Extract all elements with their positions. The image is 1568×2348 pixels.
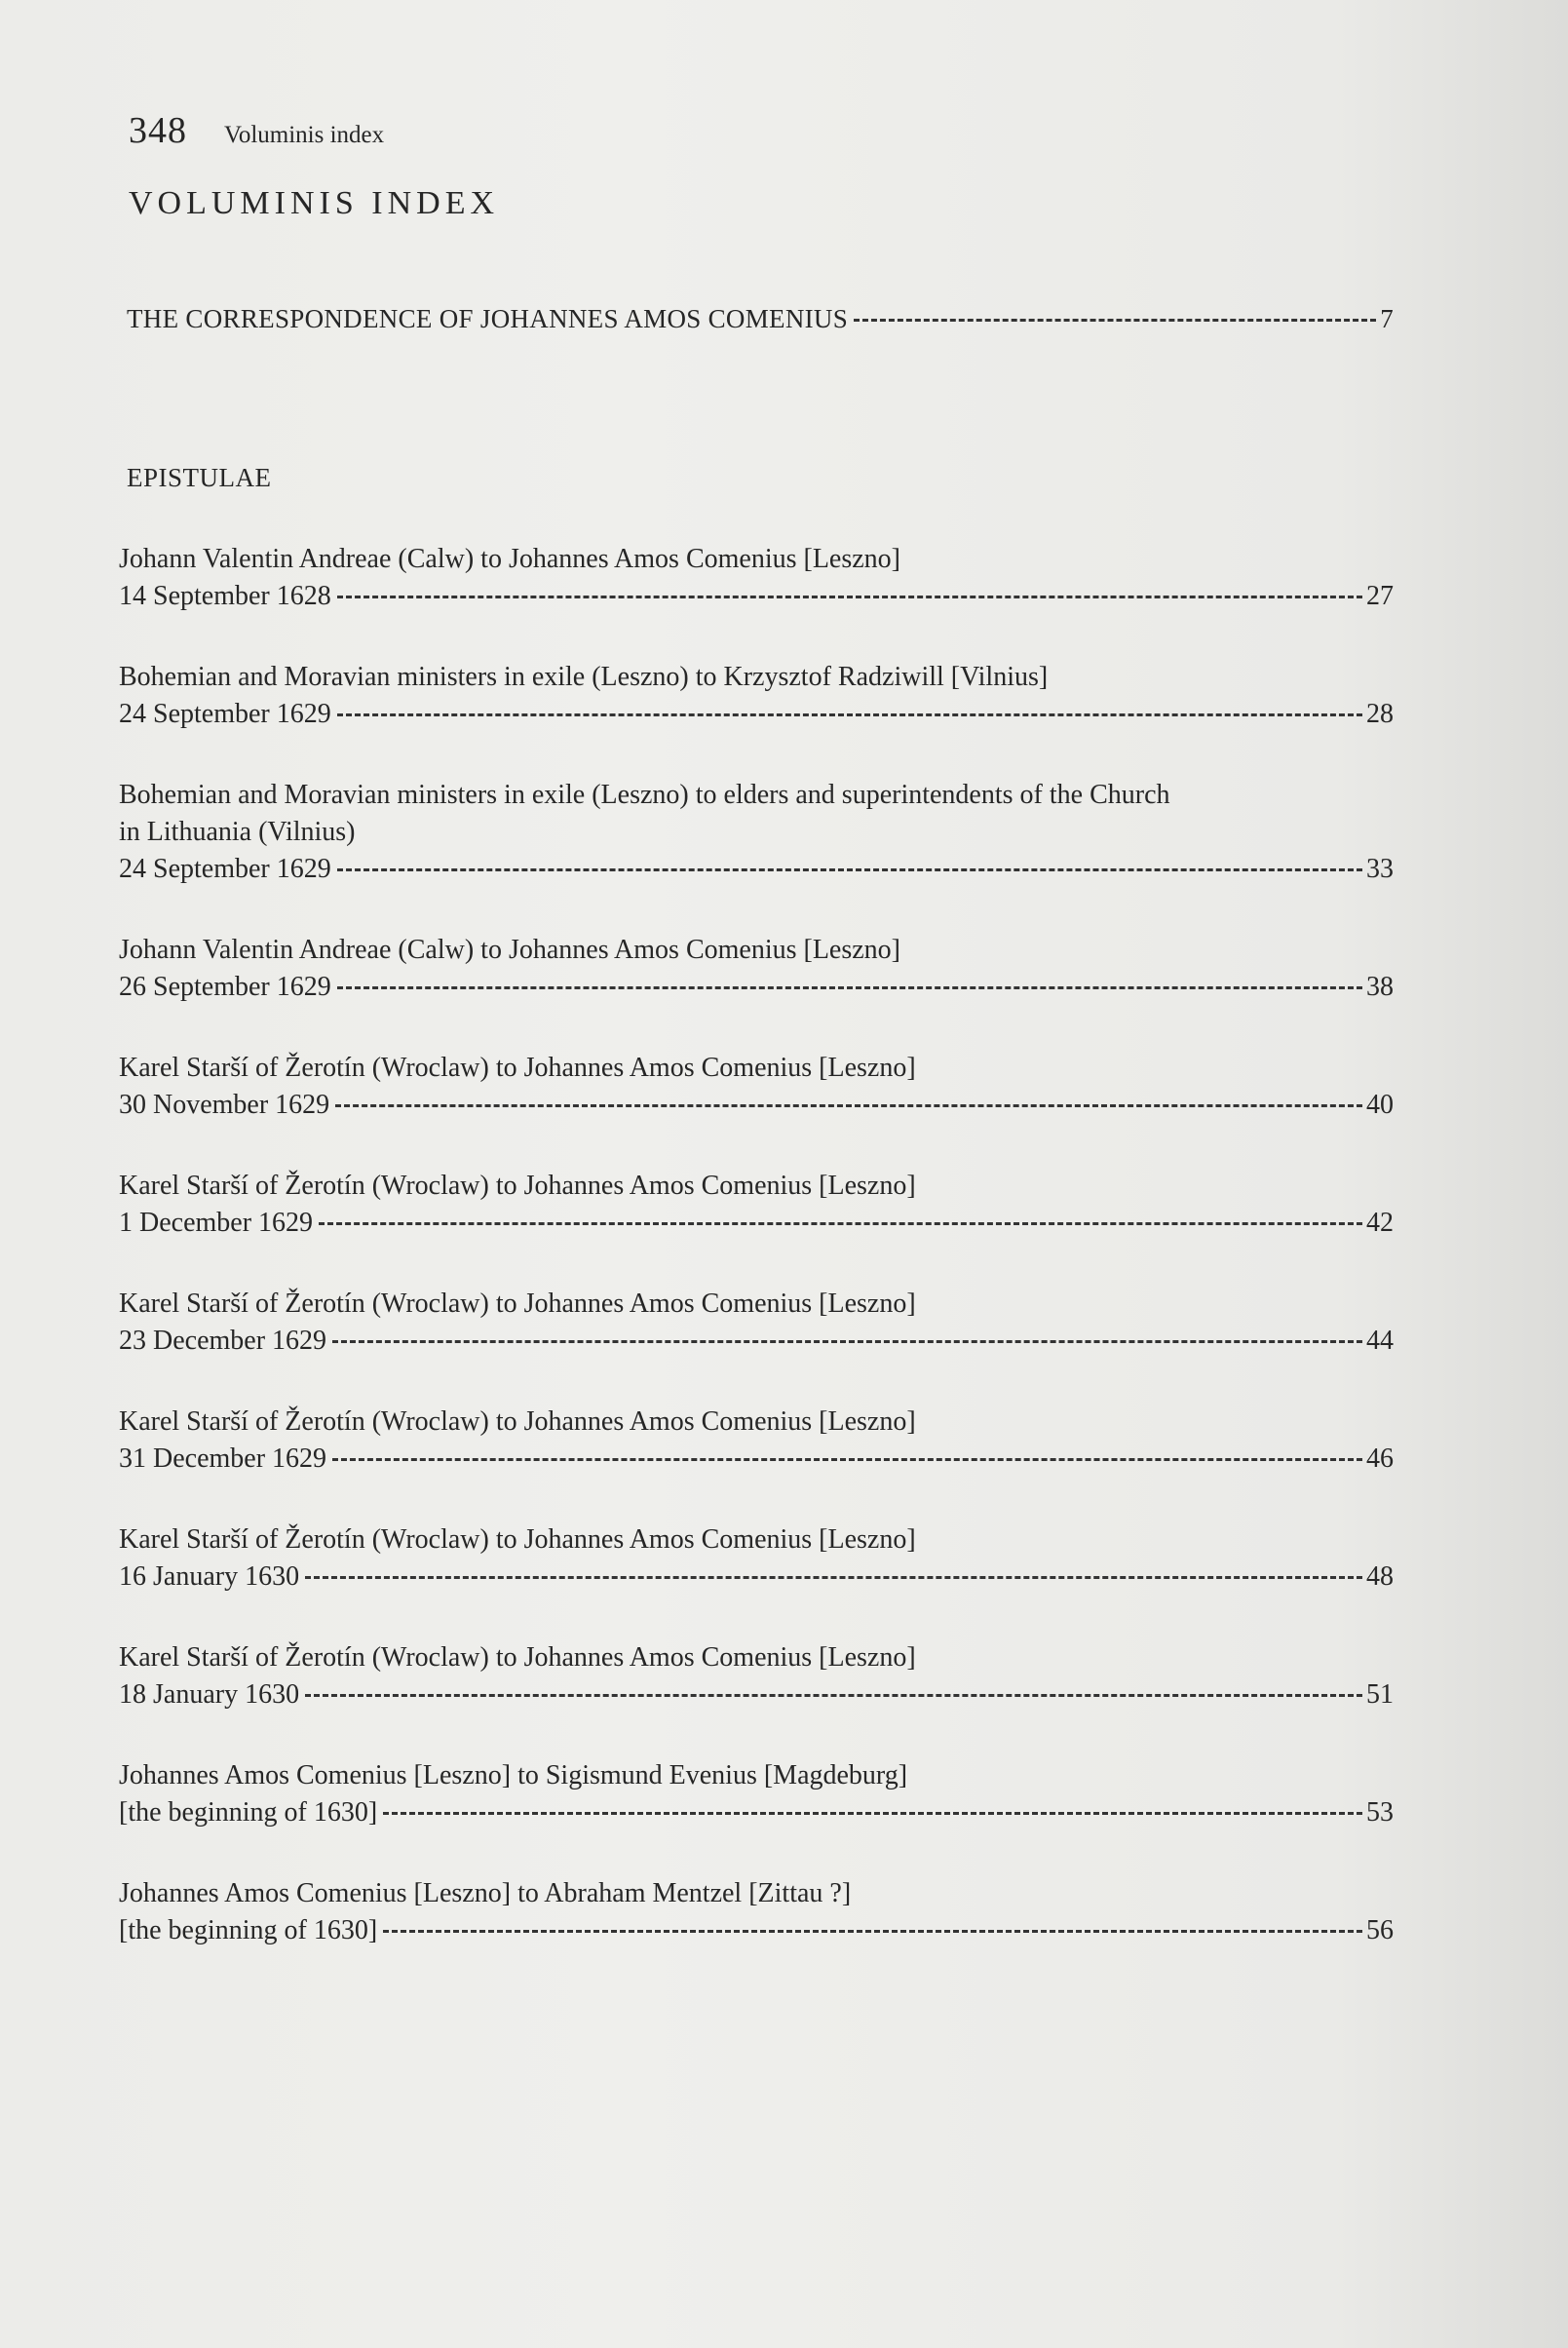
entry-page: 46 [1366,1443,1394,1474]
entry-page: 48 [1366,1561,1394,1592]
entry-title-line: Bohemian and Moravian ministers in exile (Leszno) to elders and superintendents of the Church [119,780,1170,810]
dot-leader [337,868,1362,871]
toc-entry [119,1404,1394,1478]
toc-entry [119,659,1394,733]
toc-line [119,1087,1394,1124]
entry-title-line: Karel Starší of Žerotín (Wroclaw) to Johannes Amos Comenius [Leszno] [119,1406,916,1437]
toc-entry [119,1050,1394,1124]
entry-date: 18 January 1630 [119,1679,300,1710]
entry-title-line: Karel Starší of Žerotín (Wroclaw) to Johannes Amos Comenius [Leszno] [119,1171,916,1201]
entry-title-line: Johannes Amos Comenius [Leszno] to Sigismund Evenius [Magdeburg] [119,1760,908,1790]
toc-entry [119,541,1394,615]
toc-line [119,1912,1394,1949]
entry-title-line: Johann Valentin Andreae (Calw) to Johannes Amos Comenius [Leszno] [119,544,901,574]
entry-page: 28 [1366,699,1394,729]
dot-leader [335,1104,1362,1107]
entry-date: 23 December 1629 [119,1326,327,1356]
entry-page: 44 [1366,1326,1394,1356]
dot-leader [337,713,1362,716]
index-title: VOLUMINIS INDEX [129,185,500,221]
running-head [129,109,384,152]
page-number: 348 [129,110,187,151]
toc-line [119,696,1394,733]
toc-line [119,1794,1394,1831]
dot-leader [337,986,1362,989]
entry-page: 56 [1366,1915,1394,1945]
running-title: Voluminis index [224,122,385,148]
entry-page: 53 [1366,1797,1394,1828]
entry-date: 31 December 1629 [119,1443,327,1474]
dot-leader [332,1340,1362,1343]
entry-date: 24 September 1629 [119,699,331,729]
toc-line [119,969,1394,1006]
entry-title-line: Karel Starší of Žerotín (Wroclaw) to Johannes Amos Comenius [Leszno] [119,1642,916,1673]
entry-title-line: Johann Valentin Andreae (Calw) to Johannes Amos Comenius [Leszno] [119,935,901,965]
toc-entry [119,1875,1394,1949]
entry-title-line: in Lithuania (Vilnius) [119,817,356,847]
entry-date: 26 September 1629 [119,972,331,1002]
dot-leader [305,1576,1362,1579]
entry-date: 30 November 1629 [119,1090,330,1120]
toc-line [119,1559,1394,1596]
dot-leader [319,1222,1362,1225]
entry-page: 33 [1366,854,1394,884]
entry-date: 24 September 1629 [119,854,331,884]
entry-page: 27 [1366,581,1394,611]
entry-title-line: Johannes Amos Comenius [Leszno] to Abraham Mentzel [Zittau ?] [119,1878,852,1908]
entry-date: 1 December 1629 [119,1208,314,1238]
dot-leader [332,1458,1362,1461]
section-entry [127,304,1394,334]
dot-leader [337,596,1362,598]
toc-line [119,1323,1394,1360]
toc-entry [119,1639,1394,1713]
toc-entry [119,1521,1394,1596]
section-entry-title: THE CORRESPONDENCE OF JOHANNES AMOS COMENIUS [127,304,849,333]
toc-entry [119,777,1394,888]
toc-line [127,304,1394,334]
section-heading: EPISTULAE [127,463,272,492]
entry-page: 51 [1366,1679,1394,1710]
toc-line [119,578,1394,615]
entry-date: [the beginning of 1630] [119,1915,378,1945]
toc-line [119,1676,1394,1713]
entry-date: [the beginning of 1630] [119,1797,378,1828]
toc-line [119,851,1394,888]
dot-leader [305,1694,1362,1697]
toc-entry [119,1168,1394,1242]
entry-date: 16 January 1630 [119,1561,300,1592]
toc-line [119,1205,1394,1242]
letters-list [119,541,1394,1993]
toc-line [119,1441,1394,1478]
toc-entry [119,932,1394,1006]
dot-leader [854,319,1376,322]
entry-title-line: Karel Starší of Žerotín (Wroclaw) to Johannes Amos Comenius [Leszno] [119,1053,916,1083]
dot-leader [383,1930,1362,1933]
entry-page: 40 [1366,1090,1394,1120]
entry-page: 38 [1366,972,1394,1002]
toc-entry [119,1757,1394,1831]
dot-leader [383,1812,1362,1815]
entry-page: 42 [1366,1208,1394,1238]
entry-title-line: Bohemian and Moravian ministers in exile (Leszno) to Krzysztof Radziwill [Vilnius] [119,662,1049,692]
toc-entry [119,1286,1394,1360]
entry-title-line: Karel Starší of Žerotín (Wroclaw) to Johannes Amos Comenius [Leszno] [119,1524,916,1555]
entry-date: 14 September 1628 [119,581,331,611]
entry-title-line: Karel Starší of Žerotín (Wroclaw) to Johannes Amos Comenius [Leszno] [119,1289,916,1319]
section-entry-page: 7 [1380,304,1394,333]
